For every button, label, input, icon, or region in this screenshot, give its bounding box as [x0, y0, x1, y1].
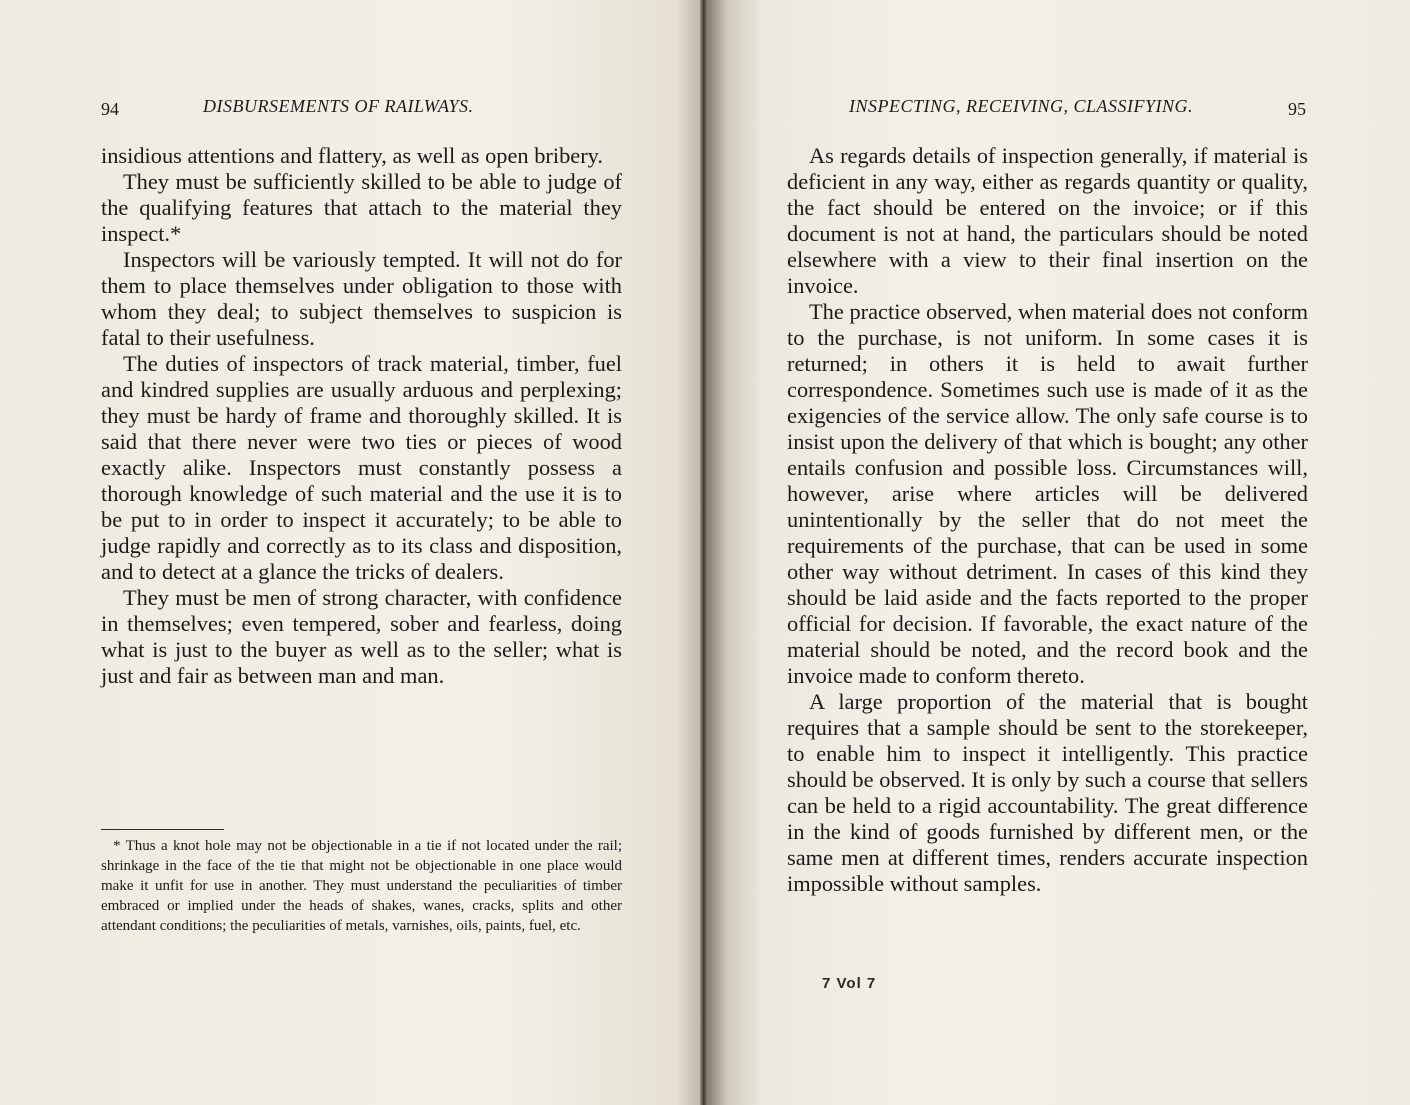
signature-mark: 7 Vol 7 [822, 975, 877, 992]
paragraph: A large proportion of the material that is bought requires that a sample should be sent to the storekeeper, to enable him to inspect it intelligently. This practice should be observed. It is only by such a course that sellers can be held to a rigid accountability. The great difference in the kind of goods furnished by different men, or the same men at different times, renders accurate inspection impossible without samples. [787, 689, 1308, 896]
paragraph: They must be sufficiently skilled to be able to judge of the qualifying features that attach to the material they inspect.* [101, 169, 622, 246]
paragraph: Inspectors will be variously tempted. It will not do for them to place themselves under obligation to those with whom they deal; to subject themselves to suspicion is fatal to their usefulness. [101, 247, 622, 350]
running-head: DISBURSEMENTS OF RAILWAYS. [203, 96, 474, 116]
footnote-text: * Thus a knot hole may not be objectionable in a tie if not located under the rail; shrinkage in the face of the tie that might not be objectionable in one place would make it unfit for use in another. They must understand the peculiarities of timber embraced or implied under the heads of shakes, wanes, cracks, splits and other attendant conditions; the peculiarities of metals, varnishes, oils, paints, fuel, etc. [101, 838, 622, 934]
running-head: INSPECTING, RECEIVING, CLASSIFYING. [849, 96, 1193, 116]
left-page [0, 0, 704, 1105]
paragraph: The practice observed, when material does not conform to the purchase, is not uniform. In some cases it is returned; in others it is held to await further correspondence. Sometimes such use is made of it as the exigencies of the service allow. The only safe course is to insist upon the delivery of that which is bought; any other entails confusion and possible loss. Circumstances will, however, arise where articles will be delivered unintentionally by the seller that do not meet the requirements of the purchase, that can be used in some other way without detriment. In cases of this kind they should be laid aside and the facts reported to the proper official for decision. If favorable, the exact nature of the material should be noted, and the record book and the invoice made to conform thereto. [787, 299, 1308, 688]
footnote-rule [101, 829, 224, 830]
right-body-text [787, 143, 1308, 897]
page-number: 94 [101, 99, 119, 119]
paragraph: insidious attentions and flattery, as well as open bribery. [101, 143, 604, 168]
paragraph: The duties of inspectors of track material, timber, fuel and kindred supplies are usually arduous and perplexing; they must be hardy of frame and thoroughly skilled. It is said that there never were two ties or pieces of wood exactly alike. Inspectors must constantly possess a thorough knowledge of such material and the use it is to be put to in order to inspect it accurately; to be able to judge rapidly and correctly as to its class and disposition, and to detect at a glance the tricks of dealers. [101, 351, 622, 584]
right-page [706, 0, 1410, 1105]
footnote [101, 836, 622, 936]
paragraph: They must be men of strong character, with confidence in themselves; even tempered, sober and fearless, doing what is just to the buyer as well as to the seller; what is just and fair as between man and man. [101, 585, 622, 688]
paragraph: As regards details of inspection generally, if material is deficient in any way, either as regards quantity or quality, the fact should be entered on the invoice; or if this document is not at hand, the particulars should be noted elsewhere with a view to their final insertion on the invoice. [787, 143, 1308, 298]
page-number: 95 [1288, 99, 1306, 119]
left-body-text [101, 143, 622, 689]
